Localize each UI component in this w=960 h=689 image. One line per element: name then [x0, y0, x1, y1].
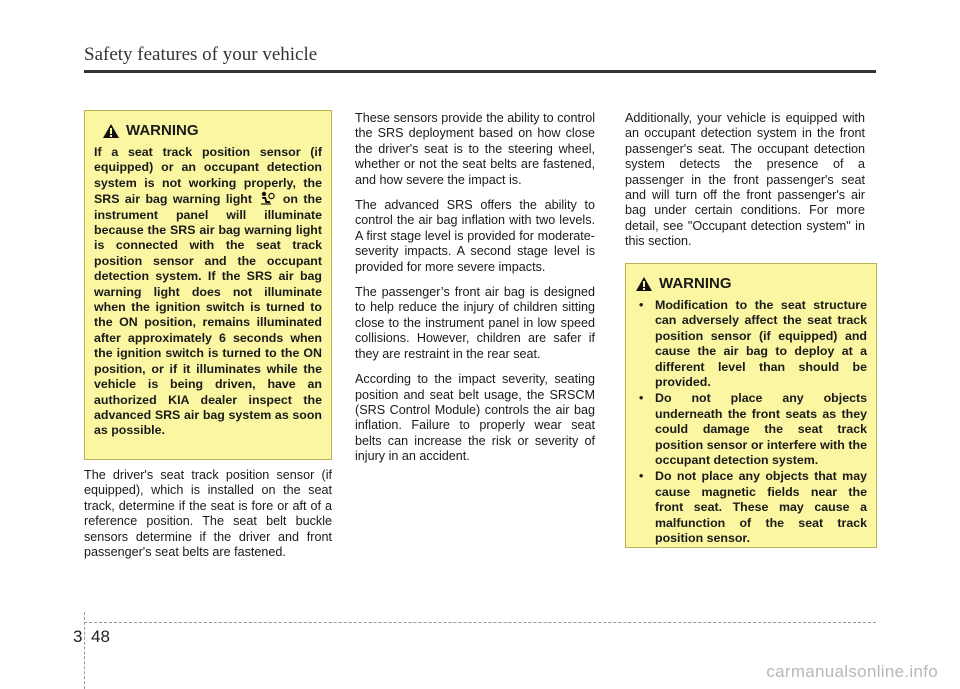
- warning-box-2: [625, 263, 877, 548]
- footer-divider: [84, 612, 85, 689]
- warning-heading-1: [102, 123, 322, 139]
- column-3: [625, 111, 865, 260]
- warning-text-part-2: on the instrument panel will illuminate because the SRS air bag warning light is connected with the seat track position sensor and the occupant detection system. If the SRS air bag warning light does not illuminate when the ignition switch is turned to the ON position, remains illuminated after approximately 6 seconds when the ignition switch is turned to the ON position, or if it illuminates while the vehicle is being driven, have an authorized KIA dealer inspect the advanced SRS air bag system as soon as possible.: [94, 192, 322, 438]
- warning-list-item: • Modification to the seat structure can adversely affect the seat track position sensor (if equipped) and cause the air bag to deploy at a different level than should be provided.: [635, 298, 867, 390]
- footer-rule: [84, 622, 876, 623]
- warning-list-item: • Do not place any objects that may cause magnetic fields near the front seat. These may cause a malfunction of the seat track position sensor.: [635, 469, 867, 546]
- warning-list: [635, 298, 867, 547]
- warning-heading-text-2: WARNING: [659, 275, 732, 293]
- warning-box-1: [84, 110, 332, 460]
- warning-text-part-1: If a seat track position sensor (if equipped) or an occupant detection system is not working properly, the SRS air bag warning light: [94, 145, 322, 207]
- airbag-warning-icon: [259, 191, 275, 206]
- col2-paragraph-2: The advanced SRS offers the ability to control the air bag inflation with two levels. A first stage level is provided for moderate-severity impacts. A second stage level is provided for more severe impacts.: [355, 198, 595, 274]
- page-header-title: Safety features of your vehicle: [84, 44, 318, 65]
- warning-triangle-icon: [102, 123, 120, 139]
- header-rule: [84, 70, 876, 73]
- watermark: carmanualsonline.info: [766, 662, 938, 681]
- col2-paragraph-4: According to the impact severity, seating position and seat belt usage, the SRSCM (SRS Control Module) controls the air bag inflation. Failure to properly wear seat belts can increase the risk or severity of injury in an accident.: [355, 372, 595, 464]
- page-number: 48: [91, 627, 110, 646]
- warning-text-1: [94, 145, 322, 439]
- warning-heading-2: [635, 276, 867, 292]
- col2-paragraph-3: The passenger’s front air bag is designed to help reduce the injury of children sitting close to the instrument panel in low speed collisions. However, children are safer if they are restraint in the rear seat.: [355, 285, 595, 361]
- column-2: [355, 111, 595, 475]
- col3-paragraph: Additionally, your vehicle is equipped with an occupant detection system in the front passenger's seat. The occupant detection system detects the presence of a passenger in the front passenger's seat and will turn off the front passenger's air bag under certain conditions. For more detail, see "Occupant detection system" in this section.: [625, 111, 865, 249]
- warning-list-item: • Do not place any objects underneath the front seats as they could damage the seat track position sensor or interfere with the occupant detection system.: [635, 391, 867, 468]
- col1-paragraph: The driver's seat track position sensor (if equipped), which is installed on the seat track, determine if the seat is fore or aft of a reference position. The seat belt buckle sensors determine if the driver and front passenger's seat belts are fastened.: [84, 468, 332, 560]
- chapter-number: 3: [73, 627, 83, 646]
- col2-paragraph-1: These sensors provide the ability to control the SRS deployment based on how close the driver's seat is to the steering wheel, whether or not the seat belts are fastened, and how severe the impact is.: [355, 111, 595, 187]
- warning-triangle-icon: [635, 276, 653, 292]
- warning-heading-text-1: WARNING: [126, 122, 199, 140]
